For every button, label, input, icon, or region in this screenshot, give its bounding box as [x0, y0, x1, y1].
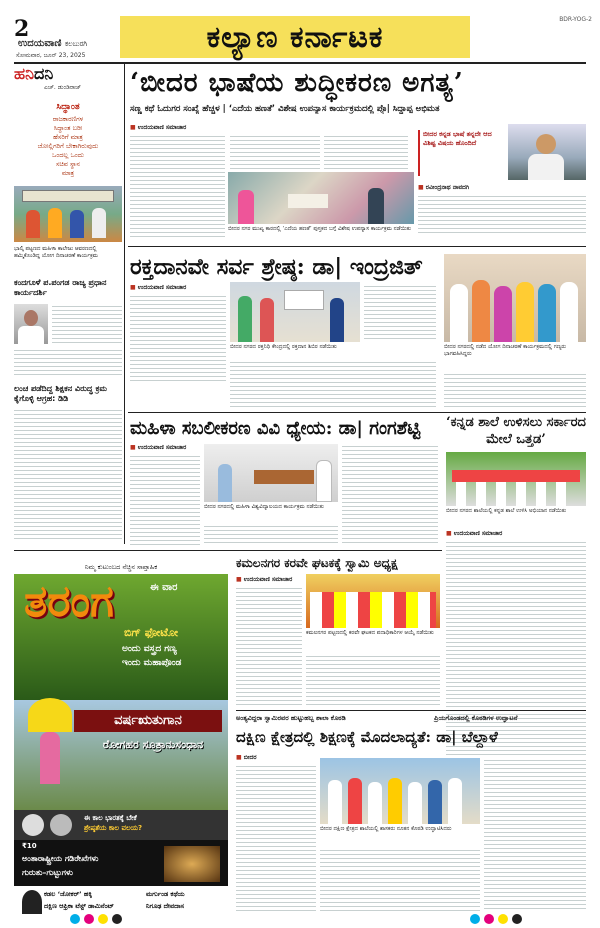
- registration-mark: [98, 914, 108, 924]
- blood-photo-caption: ಬೀದರ ನಗರದ ರಕ್ತನಿಧಿ ಕೇಂದ್ರದಲ್ಲಿ ರಕ್ತದಾನ ಶಿಬಿರ ನಡೆಯಿತು: [230, 344, 337, 350]
- karave-text-col2: [306, 654, 440, 706]
- lanch-text: [14, 408, 122, 542]
- kandaguli-text2: [14, 348, 122, 378]
- paper-name: ಉದಯವಾಣಿ ಕಲಬುರಗಿ: [18, 38, 88, 49]
- karave-dateline: ■ ಉದಯವಾಣಿ ಸಮಾಚಾರ: [236, 576, 292, 584]
- section-title: ಕಲ್ಯಾಣ ಕರ್ನಾಟಕ: [120, 16, 470, 58]
- edu-headline: ದಕ್ಷಿಣ ಕ್ಷೇತ್ರದಲ್ಲಿ ಶಿಕ್ಷಣಕ್ಕೆ ಮೊದಲಾದ್ಯತೆ: ಡಾ| ಬೆಲ್ದಾಳೆ: [236, 728, 498, 746]
- karave-photo: [306, 574, 440, 628]
- karave-photo-caption: ಕಮಲನಗರ ಪಟ್ಟಣದಲ್ಲಿ ಕರವೇ ಘಟಕದ ಪದಾಧಿಕಾರಿಗಳ ಆಯ್ಕೆ ನಡೆಯಿತು: [306, 630, 434, 636]
- school-dateline: ■ ಉದಯವಾಣಿ ಸಮಾಚಾರ: [446, 530, 502, 538]
- registration-mark: [512, 914, 522, 924]
- divider-4: [236, 710, 586, 711]
- top-photo: [228, 172, 414, 224]
- poem-title: ಸಿದ್ಧಾಂತ: [56, 102, 80, 112]
- ad-title: ತರಂಗ: [24, 576, 114, 627]
- edu-photo-caption: ಬೀದರ ದಕ್ಷಿಣ ಕ್ಷೇತ್ರದ ಶಾಲೆಯಲ್ಲಿ ಶಾಸಕರು ನೂತನ ಕೊಠಡಿ ಉದ್ಘಾಟಿಸಿದರು: [320, 826, 452, 832]
- women-photo-caption: ಬೀದರ ನಗರದಲ್ಲಿ ಮಹಿಳಾ ವಿಶ್ವವಿದ್ಯಾಲಯದ ಕಾರ್ಯಕ್ರಮ ನಡೆಯಿತು: [204, 504, 324, 510]
- poem-byline: ಎಚ್. ಡುಂಡಿರಾಜ್: [44, 84, 82, 91]
- women-dateline: ■ ಉದಯವಾಣಿ ಸಮಾಚಾರ: [130, 444, 186, 452]
- school-photo-caption: ಬೀದರ ನಗರದ ಶಾಲೆಯಲ್ಲಿ ಕನ್ನಡ ಶಾಲೆ ಉಳಿಸಿ ಅಭಿಯಾನ ನಡೆಯಿತು: [446, 508, 567, 514]
- top-dateline: ■ ಉದಯವಾಣಿ ಸಮಾಚಾರ: [130, 124, 186, 132]
- right-group-photo: [444, 254, 586, 342]
- page-number: 2: [14, 16, 30, 42]
- hanidani-column: [14, 64, 122, 272]
- edu-text-col3: [484, 758, 586, 912]
- blood-headline: ರಕ್ತದಾನವೇ ಸರ್ವ ಶ್ರೇಷ್ಠ: ಡಾ| ಇಂದ್ರಜಿತ್: [130, 254, 423, 280]
- yoga-photo-caption: ಭಾಲ್ಕಿ ಪಟ್ಟಣದ ಮಹಿಳಾ ಕಾಲೇಜು ಆವರಣದಲ್ಲಿ ಹಮ್ಮಿಕೊಂಡಿದ್ದ ಯೋಗ ದಿನಾಚರಣೆ ಕಾರ್ಯಕ್ರಮ: [14, 246, 99, 259]
- school-text: [446, 540, 586, 756]
- kannada-school-headline: ‘ಕನ್ನಡ ಶಾಲೆ ಉಳಿಸಲು ಸರ್ಕಾರದ ಮೇಲೆ ಒತ್ತಡ’: [446, 415, 586, 447]
- ad-line1: ಅಂದು ವಸ್ತ್ರದ ಗಣ್ಯ: [122, 644, 177, 654]
- registration-mark: [484, 914, 494, 924]
- ad-bot4: ನಿಗೂಢ ದೇವದಾಸ: [146, 902, 185, 910]
- kandaguli-text: [52, 304, 122, 344]
- ad-line3: ಅಂತಾರಾಷ್ಟ್ರೀಯ ಗಡಿರೇಖೆಗಳು: [22, 854, 99, 863]
- registration-mark: [84, 914, 94, 924]
- ad-item2: ಶ್ರೇಷ್ಠತೆಯ ಕಾಲ ವಲಯ?: [84, 824, 143, 832]
- blood-text-col1: [130, 294, 226, 382]
- edu-kicker2: ಪ್ರಿಯಗೊಂಡದಲ್ಲಿ ಕೊಠಡಿಗಳ ಉದ್ಘಾಟನೆ: [434, 714, 518, 722]
- karave-text-col1: [236, 586, 302, 706]
- taranga-ad[interactable]: [14, 560, 228, 918]
- issue-date: ಸೋಮವಾರ, ಜೂನ್ 23, 2025: [16, 52, 86, 59]
- top-byline: ■ ರವೀಂದ್ರನಾಥ ನಾವದಗಿ: [418, 184, 469, 192]
- ad-bot2: ದಕ್ಷಿಣ ಆಫ್ರಿಕಾ ಟೆಸ್ಟ್ ಡಾಮಿನೆಂಟ್: [44, 902, 114, 910]
- yoga-photo: [14, 186, 122, 242]
- women-text-col3: [204, 524, 338, 546]
- women-photo: [204, 444, 338, 502]
- speaker-photo: [508, 124, 586, 180]
- ad-icon-b: [50, 814, 72, 836]
- blood-text-col2: [364, 284, 436, 342]
- divider-3: [14, 550, 442, 551]
- edu-photo: [320, 758, 480, 824]
- blood-text-col3: [230, 360, 436, 408]
- page-code: BDR-YOG-2: [559, 16, 592, 23]
- women-text-col1: [130, 454, 200, 546]
- ad-badge: ಬಿಗ್ ಫೋಟೋ: [124, 626, 179, 639]
- ad-coin-photo: [164, 846, 220, 882]
- ad-item1: ಈ ಕಾಲ ಭಾರತಕ್ಕೆ ಬೇಕೆ: [84, 814, 137, 822]
- poem-body: ರಾಜಕಾರಣಿಗಳ ಸಿದ್ಧಾಂತ ಬರೀ ಹೆಸರಿಗೆ ಮಾತ್ರ ಜೋಲ್ಲಿಗರಿಗೆ ಬೇಕಾಗಿರುವುದು ಒಂದಲ್ಲ ಒಂದು ಸಚಿವ ಸ್ಥಾನ ಮಾತ್ರ: [37, 115, 99, 177]
- top-headline: ‘ಬೀದರ ಭಾಷೆಯ ಶುದ್ಧೀಕರಣ ಅಗತ್ಯ’: [130, 68, 464, 98]
- ad-bot1: ಕಡಲ ‘ಜೋಕರ್’ ಹಕ್ಕಿ: [44, 890, 93, 898]
- women-headline: ಮಹಿಳಾ ಸಬಲೀಕರಣ ವಿವಿ ಧ್ಯೇಯ: ಡಾ| ಗಂಗಶೆಟ್ಟಿ: [130, 418, 421, 439]
- school-photo: [446, 452, 586, 506]
- top-text-col3: [324, 134, 408, 170]
- ad-feature-sub: ರೋಗಹರ ಸೂತ್ರಾನುಸಂಧಾನ: [102, 738, 204, 751]
- right-photo-text: [444, 372, 586, 408]
- bird-icon: [22, 890, 42, 914]
- blood-photo: [230, 282, 360, 342]
- registration-mark: [112, 914, 122, 924]
- edu-dateline: ■ ಬೀದರ: [236, 754, 257, 762]
- blood-dateline: ■ ಉದಯವಾಣಿ ಸಮಾಚಾರ: [130, 284, 186, 292]
- ad-tagline: ನಿಮ್ಮ ಕುಟುಂಬದ ನೆಚ್ಚಿನ ಸಾಪ್ತಾಹಿಕ: [14, 560, 228, 574]
- top-photo-caption: ಬೀದರ ನಗರ ಮುಖ್ಯ ಕಾರದಲ್ಲಿ ‘ಎದೆಯ ಹಣತೆ’ ಪುಸ್ತಕದ ಬಗ್ಗೆ ವಿಶೇಷ ಉಪನ್ಯಾಸ ಕಾರ್ಯಕ್ರಮ ನಡೆಯಿತು: [228, 226, 412, 232]
- top-text-col4: [418, 194, 586, 234]
- umbrella-icon: [28, 698, 72, 732]
- lanch-headline: ಲಂಚ ಪಡೆದಿದ್ದ ಶಿಕ್ಷಕನ ವಿರುದ್ಧ ಕ್ರಮ ಕೈಗೊಳ್ಳಿ ಆಗ್ರಹ: ಡಿಡಿ: [14, 384, 108, 403]
- column-rule: [124, 64, 125, 544]
- ad-line2: ಇಂದು ಮಹಾಪೊಂಡ: [122, 658, 182, 668]
- ad-icon-a: [22, 814, 44, 836]
- registration-mark: [470, 914, 480, 924]
- divider-1: [128, 246, 586, 247]
- edu-text-col2: [320, 848, 480, 912]
- ad-bot3: ಮರ್ಗುಂಡ ಕಥೆಯ: [146, 890, 185, 898]
- ad-price: ₹10: [22, 842, 37, 850]
- top-text-col2: [230, 134, 320, 170]
- edu-kicker: ಅಂತ್ಯವಿದ್ದರಾ ಸ್ವಾಮಿರವರ ಹುಟ್ಟುಹಬ್ಬ ಶಾಲಾ ಕೊಠಡಿ: [236, 714, 346, 722]
- women-text-col2: [342, 444, 438, 546]
- karave-headline: ಕಮಲನಗರ ಕರವೇ ಘಟಕಕ್ಕೆ ಸ್ವಾಮಿ ಅಧ್ಯಕ್ಷ: [236, 556, 398, 570]
- divider-2: [128, 412, 586, 413]
- child-figure: [40, 732, 60, 784]
- kandaguli-portrait: [14, 304, 48, 344]
- ad-line4: ಗುರುತು–ಗುಟ್ಟುಗಳು: [22, 868, 73, 877]
- edu-text-col1: [236, 764, 316, 912]
- ad-day: ಈ ವಾರ: [150, 582, 178, 593]
- hanidani-logo: ಹನಿದನಿ: [14, 64, 54, 83]
- top-quote: ಬೀದರ ಕನ್ನಡ ಭಾಷೆ ತನ್ನದೇ ಆದ ವಿಶಿಷ್ಟ ವಿಷಯ ಹೊಂದಿದೆ: [418, 130, 504, 176]
- registration-mark: [498, 914, 508, 924]
- ad-feature: ವರ್ಷಋತುಗಾನ: [74, 710, 222, 732]
- registration-mark: [70, 914, 80, 924]
- right-photo-caption: ಬೀದರ ನಗರದಲ್ಲಿ ನಡೆದ ಯೋಗ ದಿನಾಚರಣೆ ಕಾರ್ಯಕ್ರಮದಲ್ಲಿ ಗಣ್ಯರು ಭಾಗವಹಿಸಿದ್ದರು: [444, 344, 567, 357]
- kandaguli-headline: ಕಂದಗೂಳೆ ಪ.ಪಂಗಡ ರಾಜ್ಯ ಪ್ರಧಾನ ಕಾರ್ಯದರ್ಶಿ: [14, 278, 107, 297]
- top-subhead: ಸಣ್ಣ ಕಥೆ ಓದುಗರ ಸಂಖ್ಯೆ ಹೆಚ್ಚಳ | ‘ಎದೆಯ ಹಣತೆ’ ವಿಶೇಷ ಉಪನ್ಯಾಸ ಕಾರ್ಯಕ್ರಮದಲ್ಲಿ ಪ್ರೊ| ಸಿದ್ದಾಪ್ಪ ಅಭಿಮತ: [130, 104, 440, 114]
- top-text-col1: [130, 134, 225, 238]
